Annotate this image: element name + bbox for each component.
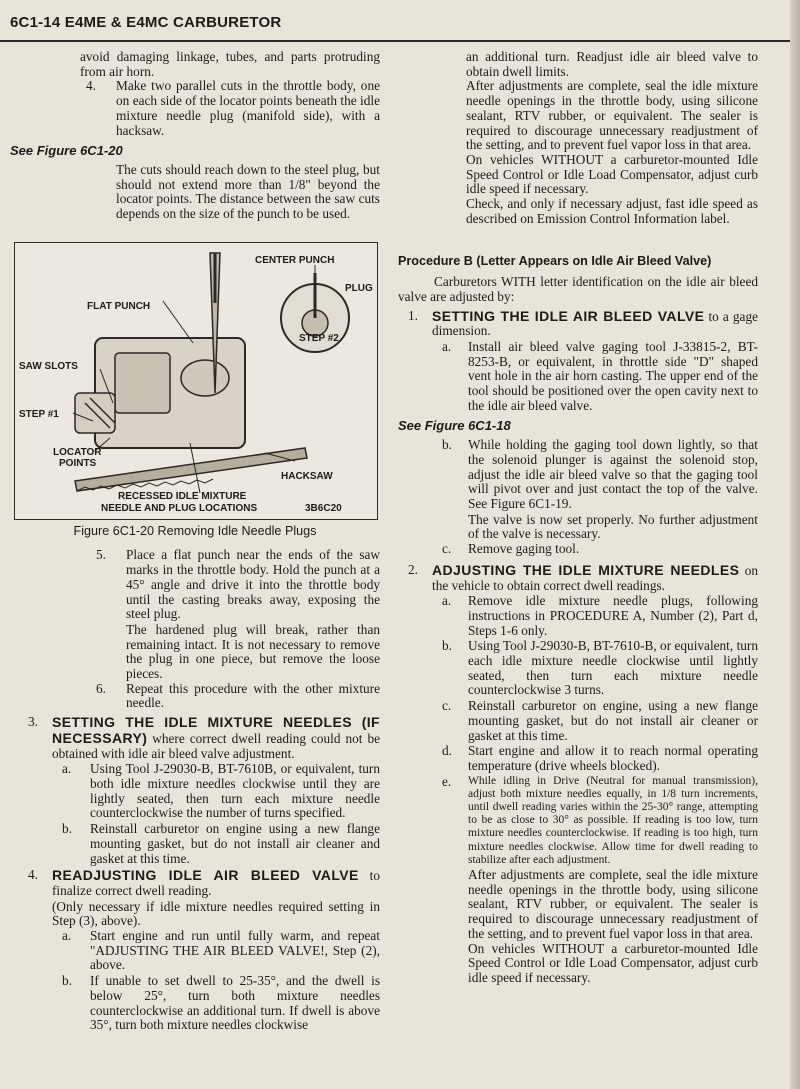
step-text: Place a flat punch near the ends of the saw marks in the throttle body. Hold the punch at a 45° angle and drive it into the throttle body until the casting breaks away, exposing the steel plug.	[126, 547, 380, 622]
step-text: Repeat this procedure with the other mixture needle.	[126, 680, 380, 711]
item-letter: b.	[62, 973, 72, 989]
label-figure-code: 3B6C20	[305, 502, 342, 514]
item-text: If unable to set dwell to 25-35°, and the dwell is below 25°, turn both mixture needles counterclockwise an additional turn. If dwell is above 35°, turn both mixture needles clockwise	[90, 973, 380, 1033]
label-hacksaw: HACKSAW	[281, 470, 333, 482]
see-figure-6c1-20: See Figure 6C1-20	[10, 143, 123, 159]
item-text: Reinstall carburetor on engine, using a new flange mounting gasket, but do not install air cleaner or gasket at this time.	[468, 698, 758, 743]
proc-b-section-1-rest: to a gage dimension.	[432, 308, 758, 339]
label-recessed-1: RECESSED IDLE MIXTURE	[118, 490, 247, 502]
item-letter: a.	[442, 593, 452, 609]
proc-b-section-2-rest: on the vehicle to obtain correct dwell readings.	[432, 562, 758, 593]
section-text	[432, 309, 758, 339]
item-text: Install air bleed valve gaging tool J-33815-2, BT-8253-B, or equivalent, in throttle side "D" shaped vent hole in the air horn casting. The upper end of the tool should be positioned over the open cavity next to the idle air bleed valve.	[468, 338, 758, 413]
section-number: 2.	[408, 561, 418, 577]
label-locator: LOCATOR	[53, 446, 102, 458]
see-figure-6c1-18: See Figure 6C1-18	[398, 418, 511, 434]
paragraph-cuts: The cuts should reach down to the steel plug, but should not extend more than 1/8" beyond the locator points. The distance between the saw cuts depends on the size of the punch to be used.	[116, 161, 380, 222]
item-text: Remove idle mixture needle plugs, following instructions in PROCEDURE A, Number (2), Part d, Steps 1-6 only.	[468, 593, 758, 638]
item-letter: b.	[62, 821, 72, 837]
item-text: Using Tool J-29030-B, BT-7610-B, or equivalent, turn each idle mixture needle clockwise until lightly seated, then turn each mixture needle counterclockwise 3 turns.	[468, 638, 758, 698]
proc-b-section-1-heading: SETTING THE IDLE AIR BLEED VALVE	[432, 307, 705, 324]
page-binding-edge	[790, 0, 800, 1089]
label-recessed-2: NEEDLE AND PLUG LOCATIONS	[101, 502, 258, 514]
proc-b-section-1b-note: The valve is now set properly. No further adjustment of the valve is necessary.	[468, 511, 758, 542]
step-6	[96, 682, 380, 711]
paragraph-without-isc-2: On vehicles WITHOUT a carburetor-mounted Idle Speed Control or Idle Load Compensator, adjust curb idle speed if necessary.	[468, 940, 758, 985]
step-4	[86, 79, 380, 138]
left-column	[10, 49, 381, 1034]
paragraph-avoid: avoid damaging linkage, tubes, and parts protruding from air horn.	[80, 49, 380, 79]
proc-b-section-1c	[442, 542, 758, 557]
item-letter: b.	[442, 437, 452, 453]
step-5	[96, 548, 380, 622]
proc-b-section-1	[398, 309, 758, 339]
proc-b-section-2	[398, 563, 758, 593]
proc-b-section-1b	[442, 438, 758, 512]
item-letter: a.	[442, 338, 452, 354]
label-plug: PLUG	[345, 282, 373, 294]
header-rule	[0, 40, 800, 42]
item-text: Start engine and run until fully warm, and repeat "ADJUSTING THE AIR BLEED VALVE!, Step (2), above.	[90, 928, 380, 973]
section-4-note: (Only necessary if idle mixture needles required setting in Step (3), above).	[52, 898, 380, 929]
paragraph-after-adjustments-1: After adjustments are complete, seal the idle mixture needle openings in the throttle body, using silicone sealant, RTV rubber, or equivalent. The sealer is required to discourage unnecessary readjustment of the setting, and to prevent fuel vapor loss in that area.	[466, 78, 758, 153]
label-step-2: STEP #2	[299, 332, 339, 344]
item-letter: c.	[442, 541, 452, 557]
item-text: While idling in Drive (Neutral for manual transmission), adjust both mixture needles equally, in 1/8 turn increments, until dwell reading varies within the 25-30° range, attempting to be as close to 30° as possible. If reading is too low, turn mixture needles counterclockwise. If reading is too high, turn mixture needles clockwise. Allow time for dwell reading to stabilize after each adjustment.	[468, 774, 758, 866]
section-number: 4.	[28, 867, 38, 883]
paragraph-after-adjustments-2: After adjustments are complete, seal the idle mixture needle openings in the throttle body, using silicone sealant, RTV rubber, or equivalent. The sealer is required to discourage unnecessary readjustment of the setting, and to prevent fuel vapor loss in that area.	[468, 867, 758, 941]
right-column	[398, 50, 758, 986]
step-number: 5.	[96, 547, 106, 563]
paragraph-procedure-b: Carburetors WITH letter identification on the idle air bleed valve are adjusted by:	[398, 274, 758, 304]
section-4-heading: READJUSTING IDLE AIR BLEED VALVE	[52, 867, 359, 884]
section-4b	[62, 974, 380, 1033]
proc-b-section-2b	[442, 639, 758, 698]
item-text: Using Tool J-29030-B, BT-7610B, or equivalent, turn both idle mixture needles clockwise until they are lightly seated, then turn each mixture needle counterclockwise the number of turns specified.	[90, 761, 380, 821]
page-header: 6C1-14 E4ME & E4MC CARBURETOR	[10, 14, 282, 31]
paragraph-continued: an additional turn. Readjust idle air bleed valve to obtain dwell limits.	[466, 49, 758, 79]
proc-b-section-2e	[442, 775, 758, 867]
item-letter: a.	[62, 928, 72, 944]
label-step-1: STEP #1	[19, 408, 59, 420]
item-text: Start engine and allow it to reach normal operating temperature (drive wheels blocked).	[468, 743, 758, 773]
label-saw-slots: SAW SLOTS	[19, 360, 78, 372]
step-number: 6.	[96, 680, 106, 696]
paragraph-check-fast-idle: Check, and only if necessary adjust, fast idle speed as described on Emission Control Information label.	[466, 196, 758, 226]
paragraph-without-isc-1: On vehicles WITHOUT a carburetor-mounted Idle Speed Control or Idle Load Compensator, adjust curb idle speed if necessary.	[466, 151, 758, 197]
section-4a	[62, 929, 380, 973]
label-points: POINTS	[59, 457, 97, 469]
item-text: Reinstall carburetor on engine using a new flange mounting gasket, but do not install air cleaner and gasket at this time.	[90, 821, 380, 866]
proc-b-section-1a	[442, 340, 758, 414]
section-text	[52, 715, 380, 761]
item-letter: e.	[442, 773, 452, 789]
proc-b-section-2d	[442, 744, 758, 773]
procedure-b-heading: Procedure B (Letter Appears on Idle Air Bleed Valve)	[398, 254, 712, 269]
section-number: 3.	[28, 714, 38, 730]
item-letter: a.	[62, 761, 72, 777]
label-flat-punch: FLAT PUNCH	[87, 300, 151, 312]
step-text: Make two parallel cuts in the throttle body, one on each side of the locator points beneath the idle mixture needle plug (manifold side), with a hacksaw.	[116, 78, 380, 138]
section-text	[52, 868, 380, 898]
section-3-rest: where correct dwell reading could not be obtained with idle air bleed valve adjustment.	[52, 730, 380, 761]
proc-b-section-2a	[442, 594, 758, 638]
section-text	[432, 563, 758, 593]
figure-removing-idle-needle-plugs	[14, 242, 378, 520]
section-3	[28, 715, 380, 761]
item-letter: c.	[442, 698, 452, 714]
item-letter: b.	[442, 638, 452, 654]
proc-b-section-2c	[442, 699, 758, 743]
section-4	[28, 868, 380, 898]
section-3b	[62, 822, 380, 866]
section-3-heading: SETTING THE IDLE MIXTURE NEEDLES (IF NECESSARY)	[52, 714, 380, 746]
section-number: 1.	[408, 307, 418, 323]
item-letter: d.	[442, 743, 452, 759]
figure-caption: Figure 6C1-20 Removing Idle Needle Plugs	[73, 523, 317, 538]
label-center-punch: CENTER PUNCH	[255, 254, 335, 266]
section-3a	[62, 762, 380, 821]
item-text: Remove gaging tool.	[468, 541, 580, 557]
section-4-rest: to finalize correct dwell reading.	[52, 868, 381, 898]
proc-b-section-2-heading: ADJUSTING THE IDLE MIXTURE NEEDLES	[432, 561, 740, 578]
paragraph-hardened: The hardened plug will break, rather than remaining intact. It is not necessary to remove the plug in one piece, but remove the loose pieces.	[126, 621, 380, 682]
item-text: While holding the gaging tool down lightly, so that the solenoid plunger is against the solenoid stop, adjust the idle air bleed valve so that the gaging tool will pivot over and just contact the top of the valve. See Figure 6C1-19.	[468, 437, 758, 511]
step-number: 4.	[86, 78, 96, 94]
